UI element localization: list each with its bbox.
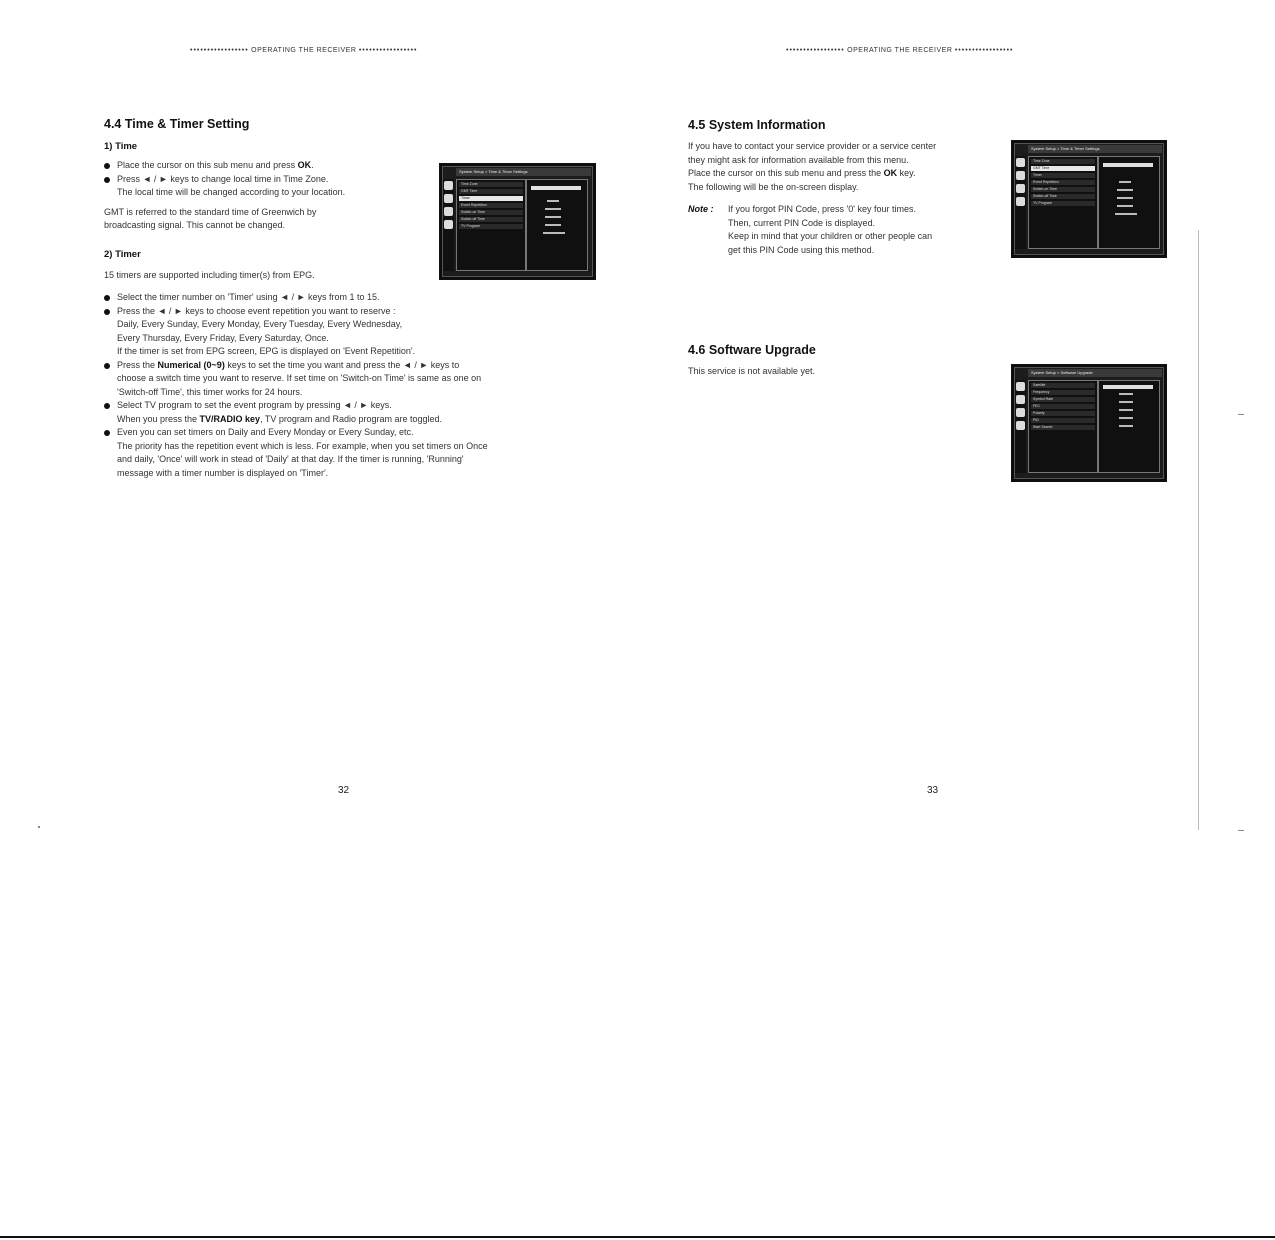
screen-title: System Setup > Software Upgrade: [1028, 369, 1162, 377]
menu-list: [1028, 156, 1098, 249]
bullet-icon: [104, 403, 110, 409]
lock-icon: [1016, 395, 1025, 404]
text: GMT is referred to the standard time of Greenwich by: [104, 206, 317, 217]
value-bar: [1119, 425, 1133, 427]
text: Even you can set timers on Daily and Every Monday or Every Sunday, etc.: [117, 427, 414, 437]
text: keys to set the time you want and press the ◄ / ► keys to: [224, 359, 460, 370]
text: choose a switch time you want to reserve. If set time on 'Switch-on Time' is same as one on: [117, 373, 482, 383]
value-bar: [531, 186, 581, 190]
menu-row: Satellite: [1031, 383, 1095, 388]
menu-row: TV Program: [459, 224, 523, 229]
header-title: OPERATING THE RECEIVER: [847, 47, 953, 54]
timer-instructions: [104, 291, 584, 480]
bullet-icon: [104, 163, 110, 169]
menu-list: [1028, 380, 1098, 473]
header-dots: •••••••••••••••••: [190, 47, 249, 54]
menu-icon-bar: [1015, 380, 1026, 473]
list-item: [104, 305, 584, 359]
key-label: OK: [883, 168, 898, 178]
value-bar: [545, 216, 561, 218]
screen-title: System Setup > Time & Timer Settings: [1028, 145, 1162, 153]
value-panel: [526, 179, 588, 271]
bullet-icon: [104, 363, 110, 369]
value-bar: [545, 208, 561, 210]
menu-icon-bar: [1015, 156, 1026, 249]
bullet-icon: [104, 177, 110, 183]
text: Every Thursday, Every Friday, Every Saturday, Once.: [117, 332, 329, 343]
text: and daily, 'Once' will work in stead of 'Daily' at that day. If the timer is running, 'Running': [117, 454, 464, 464]
text: they might ask for information available from this menu.: [688, 154, 909, 165]
settings-icon: [444, 181, 453, 190]
menu-row: Event Repetition: [459, 203, 523, 208]
system-information-screenshot: [1011, 140, 1167, 258]
scan-mark: [1238, 414, 1244, 415]
menu-row: Time Zone: [459, 182, 523, 187]
subheading-timer: 2) Timer: [104, 249, 141, 260]
menu-list: [456, 179, 526, 271]
text: broadcasting signal. This cannot be changed.: [104, 220, 285, 230]
sysinfo-body: [688, 140, 998, 194]
text: .: [311, 160, 314, 170]
settings-icon: [1016, 158, 1025, 167]
upgrade-text: This service is not available yet.: [688, 366, 816, 376]
info-icon: [1016, 197, 1025, 206]
text: Press the: [117, 359, 158, 370]
list-item: [104, 359, 584, 400]
menu-row: Polarity: [1031, 411, 1095, 416]
lock-icon: [444, 194, 453, 203]
value-bar: [547, 200, 559, 202]
menu-row: PID: [1031, 418, 1095, 423]
list-item: [104, 159, 434, 173]
value-bar: [1103, 385, 1153, 389]
section-title-software-upgrade: 4.6 Software Upgrade: [688, 343, 816, 357]
lock-icon: [1016, 171, 1025, 180]
value-bar: [1117, 205, 1133, 207]
text: When you press the: [117, 413, 200, 424]
bullet-icon: [104, 430, 110, 436]
page-number-left: 32: [338, 785, 350, 796]
clock-icon: [444, 207, 453, 216]
settings-icon: [1016, 382, 1025, 391]
menu-row: Frequency: [1031, 390, 1095, 395]
header-dots: •••••••••••••••••: [954, 47, 1014, 54]
value-bar: [1119, 401, 1133, 403]
menu-row: Switch-off Time: [1031, 194, 1095, 199]
text: Daily, Every Sunday, Every Monday, Every Tuesday, Every Wednesday,: [117, 319, 403, 329]
menu-row: Timer: [1031, 173, 1095, 178]
header-dots: •••••••••••••••••: [786, 47, 845, 54]
left-running-header: [190, 47, 418, 54]
menu-row: Start Search: [1031, 425, 1095, 430]
bullet-icon: [104, 309, 110, 315]
list-item: [104, 291, 584, 305]
clock-icon: [1016, 408, 1025, 417]
menu-row: Switch-on Time: [1031, 187, 1095, 192]
value-panel: [1098, 156, 1160, 249]
text: Keep in mind that your children or other people can: [728, 231, 933, 241]
screen-title: System Setup > Time & Timer Settings: [456, 168, 591, 176]
value-bar: [1117, 197, 1133, 199]
key-label: TV/RADIO key: [199, 413, 261, 424]
menu-row: Switch-on Time: [459, 210, 523, 215]
menu-row: TV Program: [1031, 201, 1095, 206]
timer-settings-screenshot: [439, 163, 596, 280]
text: Select TV program to set the event program by pressing ◄ / ► keys.: [117, 400, 392, 410]
pin-note: [688, 203, 998, 257]
text: Press the ◄ / ► keys to choose event repetition you want to reserve :: [117, 305, 396, 316]
list-item: [104, 426, 584, 480]
timer-intro: 15 timers are supported including timer(s) from EPG.: [104, 270, 315, 280]
menu-row: Event Repetition: [1031, 180, 1095, 185]
value-bar: [1119, 393, 1133, 395]
text: If the timer is set from EPG screen, EPG is displayed on 'Event Repetition'.: [117, 346, 416, 356]
value-bar: [1103, 163, 1153, 167]
text: Select the timer number on 'Timer' using ◄ / ► keys from 1 to 15.: [117, 292, 380, 302]
header-dots: •••••••••••••••••: [358, 47, 418, 54]
text: , TV program and Radio program are toggled.: [260, 413, 443, 424]
info-icon: [1016, 421, 1025, 430]
menu-row: Symbol Rate: [1031, 397, 1095, 402]
text: If you forgot PIN Code, press '0' key four times.: [728, 204, 917, 214]
value-bar: [1119, 409, 1133, 411]
note-label: Note :: [688, 204, 714, 214]
text: Then, current PIN Code is displayed.: [728, 217, 876, 228]
value-bar: [545, 224, 561, 226]
key-label: Numerical (0~9): [157, 359, 225, 370]
software-upgrade-screenshot: [1011, 364, 1167, 482]
menu-row-selected: Timer: [459, 196, 523, 201]
key-label: OK: [297, 160, 312, 170]
value-panel: [1098, 380, 1160, 473]
value-bar: [1119, 181, 1131, 183]
subheading-time: 1) Time: [104, 141, 138, 152]
text: Place the cursor on this sub menu and press the: [688, 168, 884, 178]
info-icon: [444, 220, 453, 229]
bullet-icon: [104, 295, 110, 301]
menu-row: GMT Time: [459, 189, 523, 194]
menu-row: FEC: [1031, 404, 1095, 409]
header-title: OPERATING THE RECEIVER: [251, 47, 357, 54]
page-bottom-border: [0, 1236, 1275, 1238]
text: Place the cursor on this sub menu and press: [117, 160, 298, 170]
text: key.: [897, 168, 916, 178]
section-title-system-information: 4.5 System Information: [688, 118, 826, 132]
list-item: [104, 399, 584, 426]
scan-mark: [1238, 830, 1244, 831]
menu-icon-bar: [443, 179, 454, 271]
clock-icon: [1016, 184, 1025, 193]
text: The priority has the repetition event which is less. For example, when you set timers on Once: [117, 440, 488, 451]
value-bar: [1115, 213, 1137, 215]
text: Press ◄ / ► keys to change local time in Time Zone.: [117, 173, 329, 184]
page-number-right: 33: [927, 785, 939, 796]
text: The following will be the on-screen display.: [688, 181, 859, 192]
section-title-time-timer: 4.4 Time & Timer Setting: [104, 117, 250, 131]
text: The local time will be changed according to your location.: [117, 187, 346, 197]
menu-row-selected: GMT Time: [1031, 166, 1095, 171]
text: 'Switch-off Time', this timer works for 24 hours.: [117, 386, 303, 397]
value-bar: [1117, 189, 1133, 191]
scan-edge-line: [1198, 230, 1199, 830]
text: message with a timer number is displayed on 'Timer'.: [117, 467, 329, 478]
value-bar: [543, 232, 565, 234]
menu-row: Switch-off Time: [459, 217, 523, 222]
time-instructions: [104, 159, 434, 233]
right-running-header: [786, 47, 1014, 54]
list-item: [104, 173, 434, 200]
menu-row: Time Zone: [1031, 159, 1095, 164]
text: If you have to contact your service provider or a service center: [688, 141, 937, 151]
scan-mark: [38, 826, 40, 828]
value-bar: [1119, 417, 1133, 419]
text: get this PIN Code using this method.: [728, 244, 875, 255]
